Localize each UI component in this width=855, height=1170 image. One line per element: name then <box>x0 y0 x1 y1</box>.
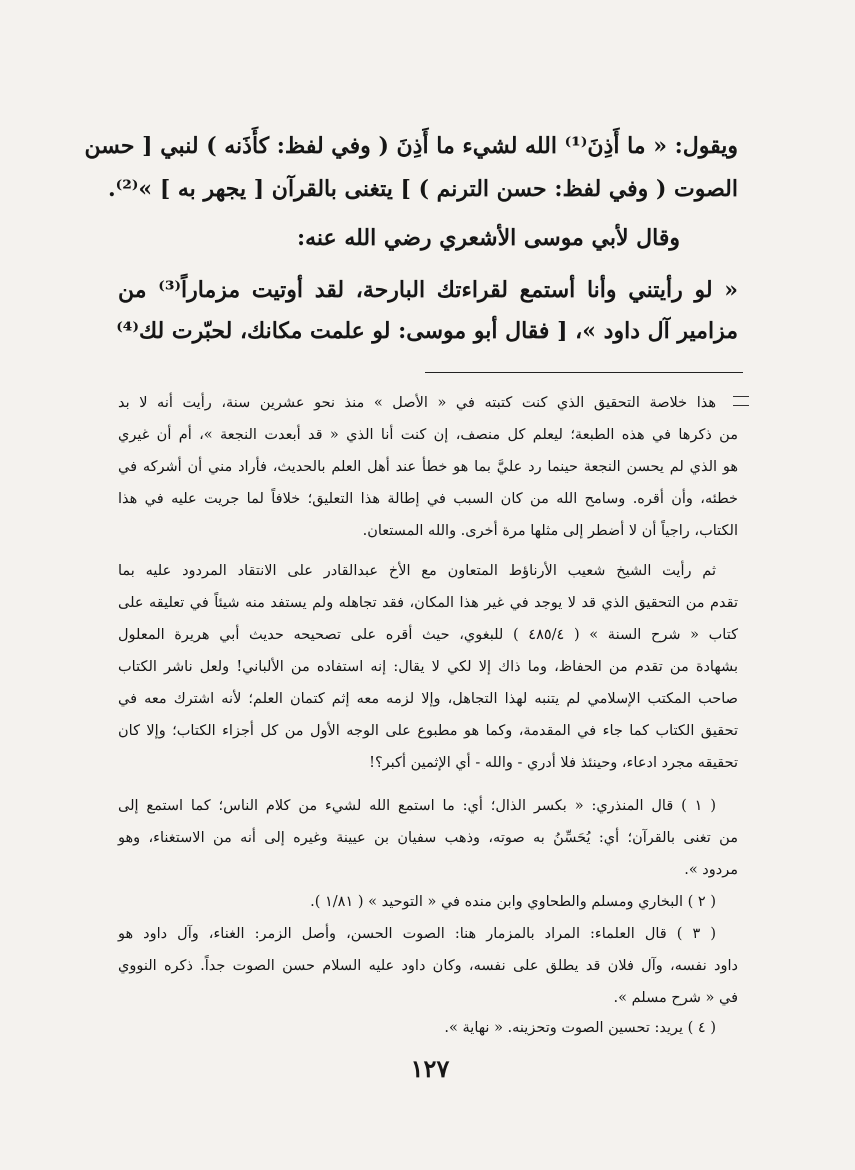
footnote-3-line-3: في « شرح مسلم ». <box>613 990 738 1006</box>
paragraph2-line-1: ثم رأيت الشيخ شعيب الأرناؤط المتعاون مع الأخ عبدالقادر على الانتقاد المردود عليه بما <box>118 563 716 579</box>
paragraph2-line-6: تحقيق الكتاب كما جاء في المقدمة، وكما هو مطبوع على الوجه الأول من كل أجزاء الكتاب؛ وإلا كان <box>118 723 738 739</box>
paragraph2-line-2: تقدم من التحقيق الذي قد لا يوجد في غير هذا المكان، فقد تجاهله ولم يستفد منه شيئاً في تعليقه على <box>118 595 738 611</box>
footnote-2: ( ٢ ) البخاري ومسلم والطحاوي وابن منده في « التوحيد » ( ١/٨١ ). <box>310 894 716 910</box>
footnote-1-line-3: مردود ». <box>684 862 738 878</box>
main-line-1: ويقول: « ما أَذِنَ⁽¹⁾ الله لشيء ما أَذِنَ ( وفي لفظ: كأَذَنه ) لنبي [ حسن <box>84 133 738 159</box>
paragraph2-line-7: تحقيقه مجرد ادعاء، وحينئذ فلا أدري - والله - أي الإثمين أكبر؟! <box>369 755 738 771</box>
footnote-separator <box>425 372 743 373</box>
footnote-4: ( ٤ ) يريد: تحسين الصوت وتحزينه. « نهاية ». <box>444 1020 716 1036</box>
footnote-3-line-2: داود نفسه، وآل فلان قد يطلق على نفسه، وكان داود عليه السلام حسن الصوت جداً. ذكره النووي <box>118 958 738 974</box>
main-line-2: الصوت ( وفي لفظ: حسن الترنم ) ] يتغنى بالقرآن [ يجهر به ] »⁽²⁾. <box>108 176 738 202</box>
footnote-1-line-2: من تغنى بالقرآن؛ أي: يُحَسِّنُ به صوته، وذهب سفيان بن عيينة وغيره إلى أنه من الاستغناء، وهو <box>118 830 738 846</box>
footnote-3-line-1: ( ٣ ) قال العلماء: المراد بالمزمار هنا: الصوت الحسن، وأصل الزمر: الغناء، وآل داود هو <box>118 926 716 942</box>
footnote-1-line-1: ( ١ ) قال المنذري: « بكسر الذال؛ أي: ما استمع الله لشيء من كلام الناس؛ كما استمع إلى <box>118 798 716 814</box>
continuation-line-3: هو الذي لم يحسن النجعة حينما رد عليَّ بما هو خطأ عند أهل العلم بالحديث، فأراد مني أن أشركه في <box>118 459 738 475</box>
main-line-4: « لو رأيتني وأنا أستمع لقراءتك البارحة، لقد أوتيت مزماراً⁽³⁾ من <box>118 277 738 303</box>
paragraph2-line-3: كتاب « شرح السنة » ( ٤٨٥/٤ ) للبغوي، حيث أقره على تصحيحه حديث أبي هريرة المعلول <box>118 627 738 643</box>
page-number: ١٢٧ <box>410 1054 450 1083</box>
continuation-mark <box>733 396 749 406</box>
paragraph2-line-5: صاحب المكتب الإسلامي لم يتنبه لهذا التجاهل، وإلا لزمه معه إثم كتمان العلم؛ لأنه اشترك معه في <box>118 691 738 707</box>
continuation-line-2: من ذكرها في هذه الطبعة؛ ليعلم كل منصف، إن كنت أنا الذي « قد أبعدت النجعة »، أم أن غيري <box>118 427 738 443</box>
continuation-line-1: هذا خلاصة التحقيق الذي كنت كتبته في « الأصل » منذ نحو عشرين سنة، رأيت أنه لا بد <box>118 395 716 411</box>
paragraph2-line-4: بشهادة من تقدم من الحفاظ، وما ذاك إلا لكي لا يقال: إنه استفاده من الألباني! ولعل ناشر الكتاب <box>118 659 738 675</box>
continuation-line-4: خطئه، وأن أقره. وسامح الله من كان السبب في إطالة هذا التعليق؛ خلافاً لما جريت عليه في هذا <box>118 491 738 507</box>
main-line-3: وقال لأبي موسى الأشعري رضي الله عنه: <box>297 225 680 251</box>
continuation-line-5: الكتاب، راجياً أن لا أضطر إلى مثلها مرة أخرى. والله المستعان. <box>362 523 738 539</box>
main-line-5: مزامير آل داود »، [ فقال أبو موسى: لو علمت مكانك، لحبّرت لك⁽⁴⁾ <box>116 318 738 344</box>
